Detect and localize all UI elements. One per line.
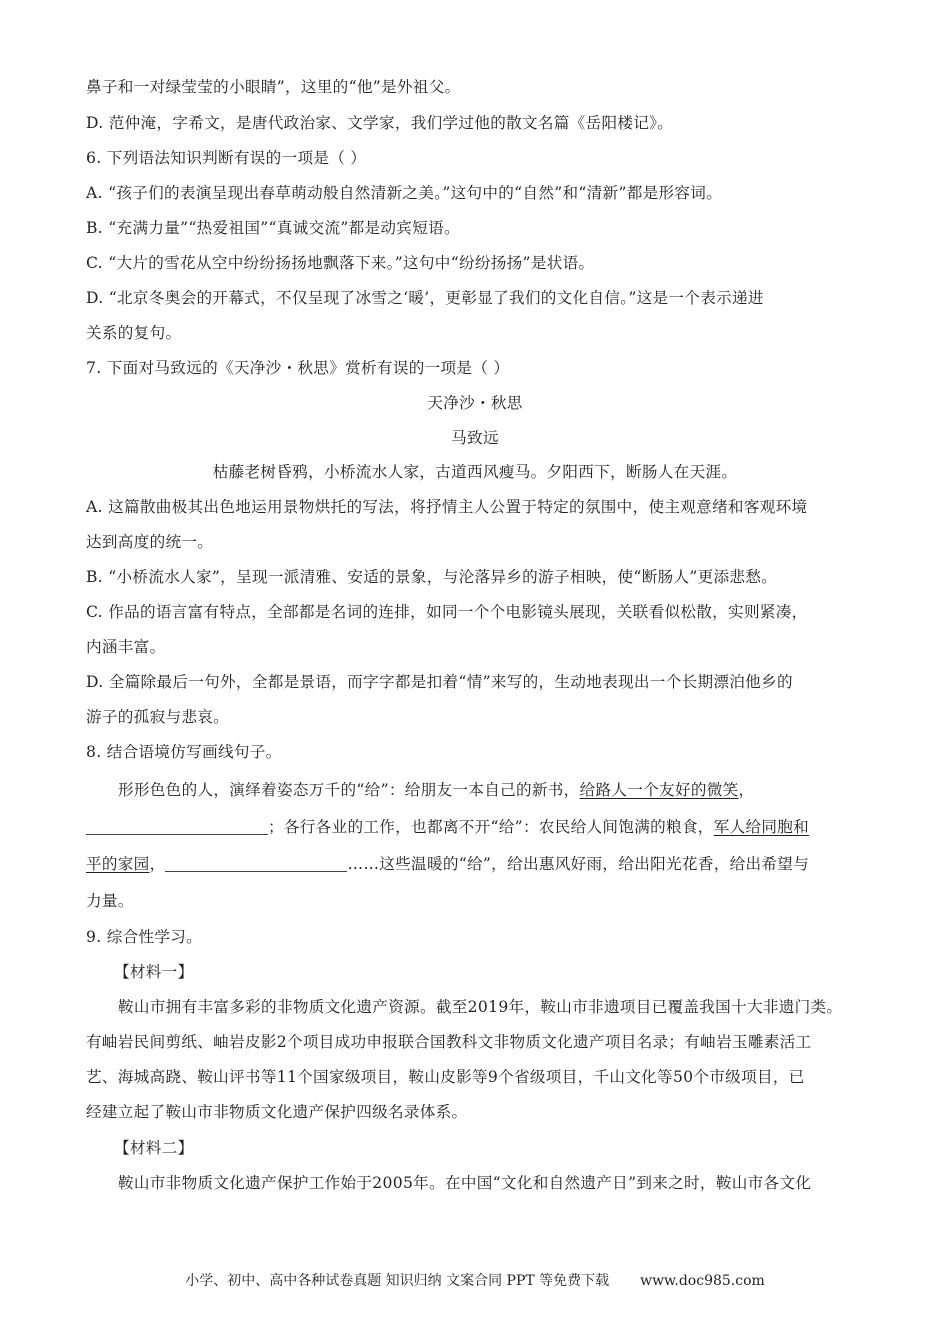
poem-text: 枯藤老树昏鸦，小桥流水人家，古道西风瘦马。夕阳西下，断肠人在天涯。 — [212, 463, 738, 481]
material-2-text: 鞍山市非物质文化遗产保护工作始于2005年。在中国“文化和自然遗产日”到来之时，鞍山市各文化 — [118, 1174, 812, 1192]
q8-text: 形形色色的人，演绎着姿态万千的“给”：给朋友一本自己的新书， — [118, 781, 580, 799]
material-1-text: 有岫岩民间剪纸、岫岩皮影2个项目成功申报联合国教科文非物质文化遗产项目名录；有岫岩玉雕素活工 — [86, 1033, 812, 1051]
question-7-option-d-cont: 游子的孤寂与悲哀。 — [86, 708, 230, 726]
question-7-stem: 7. 下面对马致远的《天净沙・秋思》赏析有误的一项是（ ） — [86, 359, 510, 377]
question-7-option-c-cont: 内涵丰富。 — [86, 638, 166, 656]
question-7-option-c: C. 作品的语言富有特点，全部都是名词的连排，如同一个个电影镜头展现，关联看似松散，实则紧凑， — [86, 603, 808, 621]
q8-text: ……这些温暖的“给”，给出惠风好雨，给出阳光花香，给出希望与 — [347, 855, 810, 873]
material-1-text: 艺、海城高跷、鞍山评书等11个国家级项目，鞍山皮影等9个省级项目，千山文化等50个市级项目，已 — [86, 1068, 805, 1086]
question-7-option-d: D. 全篇除最后一句外，全都是景语，而字字都是扣着“情”来写的，生动地表现出一个长期漂泊他乡的 — [86, 673, 793, 691]
question-8-paragraph-line — [86, 854, 809, 874]
underlined-sentence: 平的家园 — [86, 855, 150, 873]
footer-text: 小学、初中、高中各种试卷真题 知识归纳 文案合同 PPT 等免费下载 — [185, 1273, 610, 1289]
poem-title: 天净沙・秋思 — [427, 394, 523, 412]
underlined-sentence: 军人给同胞和 — [713, 818, 810, 836]
question-8-stem: 8. 结合语境仿写画线句子。 — [86, 743, 282, 761]
question-7-option-b: B. “小桥流水人家”，呈现一派清雅、安适的景象，与沦落异乡的游子相映，使“断肠人”更添悲愁。 — [86, 568, 778, 586]
question-7-option-a: A. 这篇散曲极其出色地运用景物烘托的写法，将抒情主人公置于特定的氛围中，使主观意绪和客观环境 — [86, 498, 808, 516]
underlined-sentence: 给路人一个友好的微笑 — [579, 781, 739, 799]
option-d: D. 范仲淹，字希文，是唐代政治家、文学家，我们学过他的散文名篇《岳阳楼记》。 — [86, 114, 674, 132]
q8-text: ， — [149, 855, 166, 873]
question-8-paragraph-line — [86, 817, 809, 837]
material-1-text: 鞍山市拥有丰富多彩的非物质文化遗产资源。截至2019年，鞍山市非遗项目已覆盖我国十大非遗门类。 — [118, 998, 843, 1016]
footer-site-link[interactable]: www.doc985.com — [640, 1273, 765, 1289]
question-8-paragraph-line — [118, 780, 754, 800]
question-7-option-a-cont: 达到高度的统一。 — [86, 533, 214, 551]
question-6-option-b: B. “充满力量”“热爱祖国”“真诚交流”都是动宾短语。 — [86, 219, 460, 237]
q8-text: ；各行各业的工作，也都离不开“给”：农民给人间饱满的粮食， — [268, 818, 714, 836]
answer-blank-1[interactable] — [86, 818, 268, 835]
question-6-option-d-cont: 关系的复句。 — [86, 324, 182, 342]
question-9-stem: 9. 综合性学习。 — [86, 928, 203, 946]
material-2-label: 【材料二】 — [114, 1139, 194, 1157]
question-8-paragraph-line: 力量。 — [86, 892, 134, 910]
q8-text: ， — [738, 781, 755, 799]
poem-author: 马致远 — [451, 429, 499, 447]
material-1-label: 【材料一】 — [114, 963, 194, 981]
question-6-stem: 6. 下列语法知识判断有误的一项是（ ） — [86, 149, 367, 167]
material-1-text: 经建立起了鞍山市非物质文化遗产保护四级名录体系。 — [86, 1103, 468, 1121]
answer-blank-2[interactable] — [165, 855, 347, 872]
page-footer — [0, 1270, 950, 1290]
question-6-option-c: C. “大片的雪花从空中纷纷扬扬地飘落下来。”这句中“纷纷扬扬”是状语。 — [86, 254, 595, 272]
text-line: 鼻子和一对绿莹莹的小眼睛”，这里的“他”是外祖父。 — [86, 78, 461, 96]
question-6-option-a: A. “孩子们的表演呈现出春草萌动般自然清新之美。”这句中的“自然”和“清新”都是形容词。 — [86, 184, 723, 202]
question-6-option-d: D. “北京冬奥会的开幕式，不仅呈现了冰雪之‘暖’，更彰显了我们的文化自信。”这是一个表示递进 — [86, 289, 764, 307]
